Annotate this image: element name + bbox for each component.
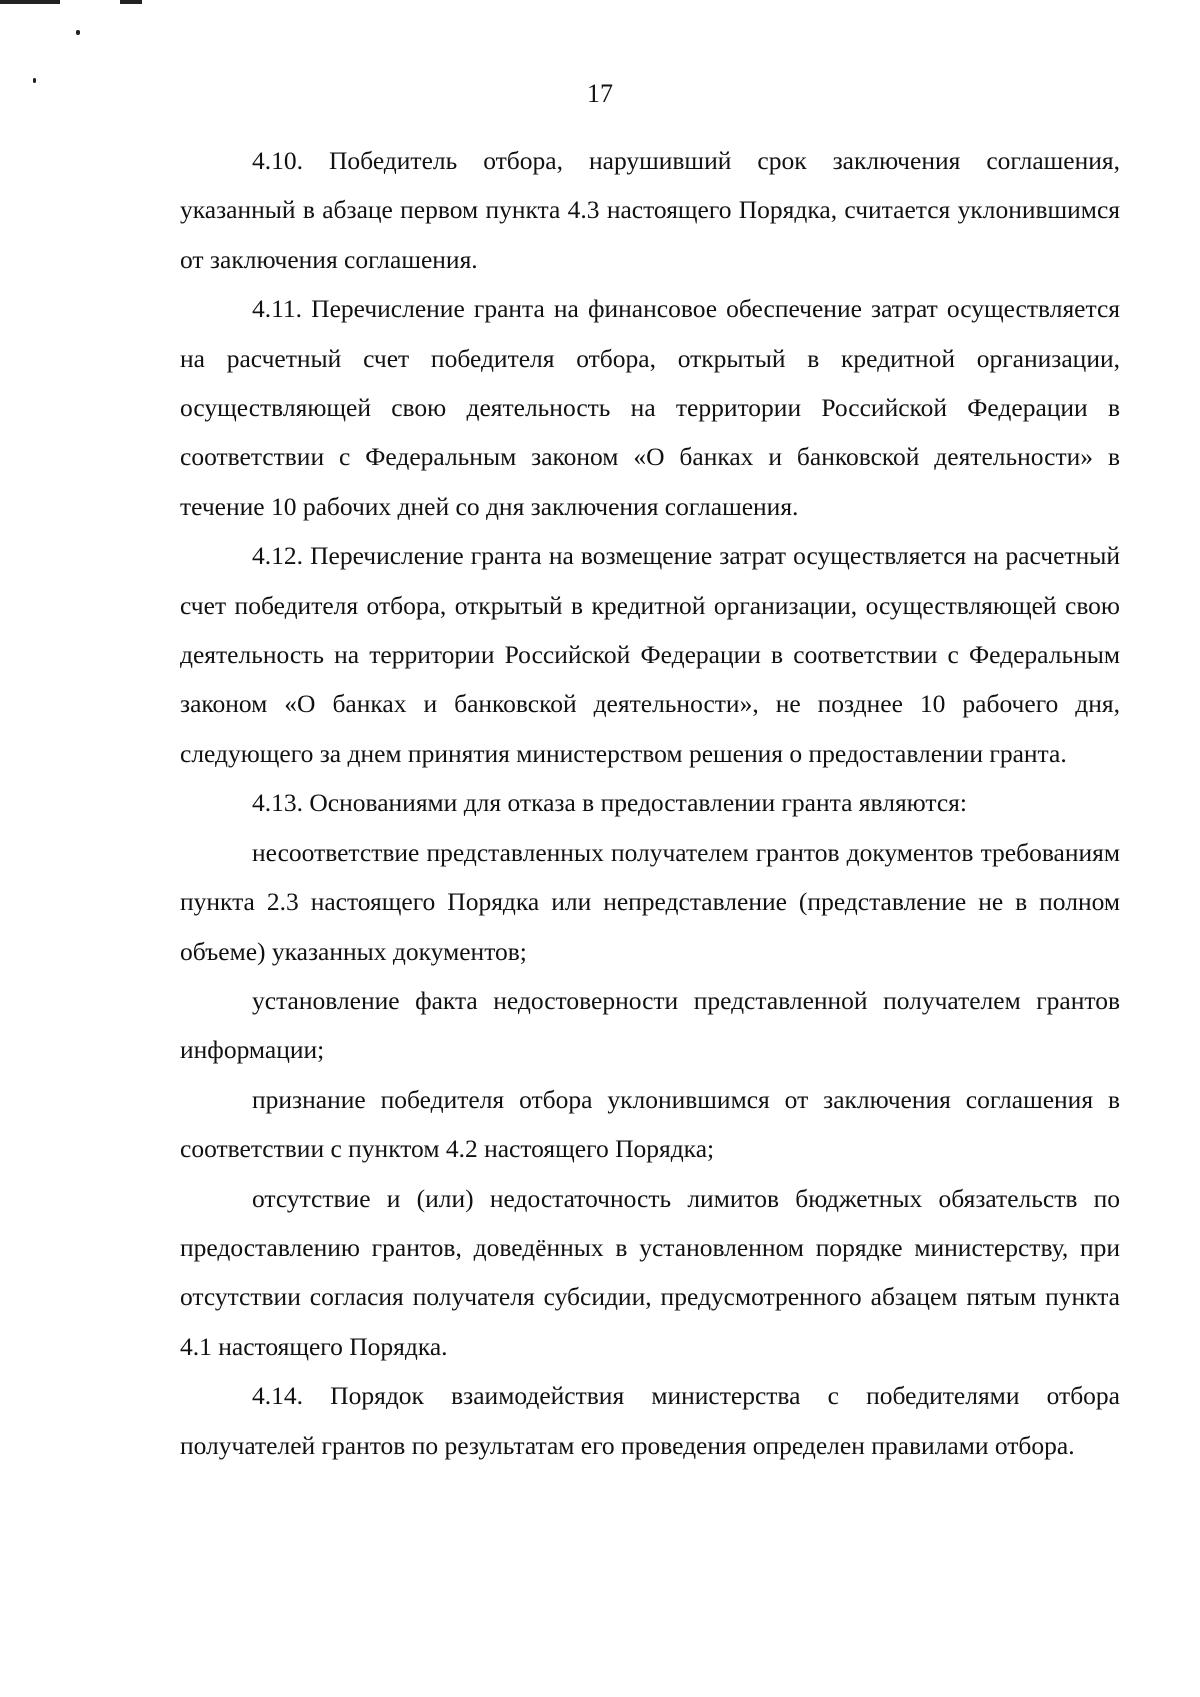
paragraph-4-14: 4.14. Порядок взаимодействия министерства с победителями отбора получателей грантов по результатам его проведения определен правилами отбора.: [180, 1381, 1120, 1460]
document-body: [180, 136, 1120, 1470]
page-number: 17: [587, 79, 613, 108]
scan-speck: [76, 30, 80, 35]
paragraph-4-13: 4.13. Основаниями для отказа в предоставлении гранта являются:: [252, 788, 967, 818]
scan-edge-mark: [120, 0, 142, 4]
refusal-ground-2: установление факта недостоверности представленной получателем грантов информации;: [180, 985, 1120, 1065]
paragraph-4-10: 4.10. Победитель отбора, нарушивший срок заключения соглашения, указанный в абзаце первом пункта 4.3 настоящего Порядка, считается уклонившимся от заключения соглашения.: [180, 146, 1120, 274]
paragraph-4-11: 4.11. Перечисление гранта на финансовое обеспечение затрат осуществляется на расчетный счет победителя отбора, открытый в кредитной организации, осуществляющей свою деятельность на территории Российской Федерации в соответствии с Федеральным законом «О банках и банковской деятельности» в течение 10 рабочих дней со дня заключения соглашения.: [180, 294, 1120, 521]
scan-edge-mark: [0, 0, 60, 4]
refusal-ground-3: признание победителя отбора уклонившимся от заключения соглашения в соответствии с пунктом 4.2 настоящего Порядка;: [180, 1084, 1120, 1164]
refusal-ground-4: отсутствие и (или) недостаточность лимитов бюджетных обязательств по предоставлению грантов, доведённых в установленном порядке министерству, при отсутствии согласия получателя субсидии, предусмотренного абзацем пятым пункта 4.1 настоящего Порядка.: [180, 1183, 1120, 1361]
refusal-ground-1: несоответствие представленных получателем грантов документов требованиям пункта 2.3 настоящего Порядка или непредставление (представление не в полном объеме) указанных документов;: [180, 837, 1120, 966]
paragraph-4-12: 4.12. Перечисление гранта на возмещение затрат осуществляется на расчетный счет победителя отбора, открытый в кредитной организации, осуществляющей свою деятельность на территории Российской Федерации в соответствии с Федеральным законом «О банках и банковской деятельности», не позднее 10 рабочего дня, следующего за днем принятия министерством решения о предоставлении гранта.: [180, 541, 1120, 768]
